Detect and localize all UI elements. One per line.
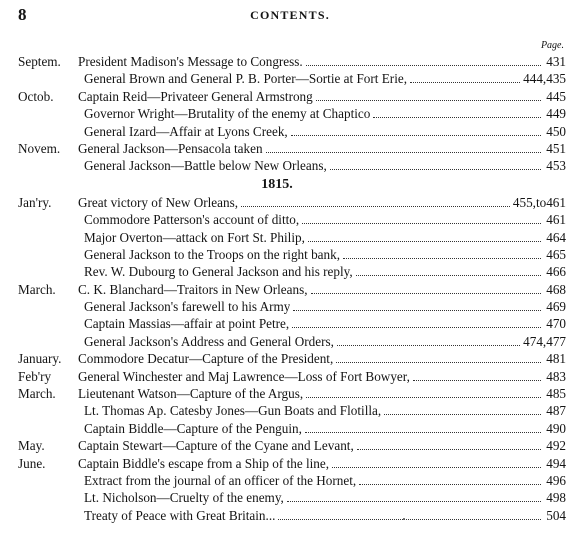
toc-title: Commodore Decatur—Capture of the President, [78, 351, 334, 367]
toc-entry [18, 88, 566, 105]
toc-page-number: 494 [546, 455, 566, 471]
dot-leader [373, 117, 541, 118]
toc-entry [18, 53, 566, 70]
toc-page-number: 464 [546, 229, 566, 245]
toc-page-number: 474,477 [523, 333, 566, 349]
toc-title: Great victory of New Orleans, [78, 194, 239, 210]
dot-leader [357, 449, 541, 450]
toc-page-number: 445 [546, 88, 566, 104]
toc-entry [18, 70, 566, 87]
toc-title: Major Overton—attack on Fort St. Philip, [84, 229, 305, 245]
toc-month: May. [18, 438, 45, 454]
toc-page-number: 465 [546, 246, 566, 262]
toc-page-number: 504 [546, 507, 566, 523]
toc-page-number: 487 [546, 403, 566, 419]
toc-month: March. [18, 281, 56, 297]
page-number: 8 [18, 5, 27, 24]
toc-entry [18, 350, 566, 367]
dot-leader [287, 501, 541, 502]
toc-page-number: 451 [546, 140, 566, 156]
toc-entry [18, 437, 566, 454]
toc-title: General Brown and General P. B. Porter—Sortie at Fort Erie, [84, 71, 408, 87]
toc-month: Octob. [18, 88, 54, 104]
toc-entry [18, 263, 566, 280]
entries-1815 [18, 194, 566, 524]
toc-entry [18, 455, 566, 472]
year-heading: 1815. [261, 176, 293, 192]
toc-entry [18, 315, 566, 332]
dot-leader [359, 484, 541, 485]
toc-page-number: 498 [546, 490, 566, 506]
dot-leader [413, 380, 541, 381]
toc-title: Lt. Thomas Ap. Catesby Jones—Gun Boats and Flotilla, [84, 403, 382, 419]
toc-page-number: 468 [546, 281, 566, 297]
toc-page-number: 453 [546, 158, 566, 174]
toc-title: Lieutenant Watson—Capture of the Argus, [78, 386, 304, 402]
toc-entry [18, 246, 566, 263]
dot-leader [306, 397, 541, 398]
toc-entry [18, 420, 566, 437]
toc-page-number: 461 [546, 212, 566, 228]
toc-title: Captain Biddle's escape from a Ship of the line, [78, 455, 330, 471]
dot-leader [292, 327, 541, 328]
dot-leader [278, 519, 541, 520]
page-column-label: Page. [540, 40, 564, 51]
toc-title: Captain Biddle—Capture of the Penguin, [84, 420, 302, 436]
toc-month: March. [18, 386, 56, 402]
dot-leader [332, 467, 541, 468]
toc-title: General Jackson's Address and General Orders, [84, 333, 334, 349]
toc-title: General Jackson—Pensacola taken [78, 140, 263, 156]
toc-page-number: 450 [546, 123, 566, 139]
dot-leader [266, 152, 541, 153]
toc-title: General Jackson—Battle below New Orleans, [84, 158, 327, 174]
toc-entry [18, 229, 566, 246]
toc-page-number: 496 [546, 472, 566, 488]
toc-month: Septem. [18, 54, 61, 69]
toc-entry [18, 211, 566, 228]
dot-leader [316, 100, 541, 101]
dot-leader [241, 206, 510, 207]
toc-entry [18, 157, 566, 174]
dot-leader [343, 258, 541, 259]
toc-title: Extract from the journal of an officer of the Hornet, [84, 472, 357, 488]
toc-month: Jan'ry. [18, 194, 52, 210]
toc-title: General Jackson's farewell to his Army [84, 299, 291, 315]
toc-page-number: 490 [546, 420, 566, 436]
dot-leader [330, 169, 541, 170]
toc-page-number: 455,to461 [512, 194, 566, 210]
toc-title: Captain Stewart—Capture of the Cyane and Levant, [78, 438, 354, 454]
toc-title: Commodore Patterson's account of ditto, [84, 212, 300, 228]
toc-title: President Madison's Message to Congress. [78, 54, 303, 69]
toc-page-number: 470 [546, 316, 566, 332]
dot-leader [306, 65, 541, 66]
dot-leader [302, 223, 541, 224]
toc-entry [18, 281, 566, 298]
table-of-contents [18, 53, 566, 524]
dot-leader [291, 135, 541, 136]
dot-leader [337, 345, 520, 346]
toc-title: Captain Massias—affair at point Petre, [84, 316, 290, 332]
toc-entry [18, 105, 566, 122]
toc-entry [18, 298, 566, 315]
toc-entry [18, 140, 566, 157]
toc-title: C. K. Blanchard—Traitors in New Orleans, [78, 281, 308, 297]
entries-1814 [18, 53, 566, 175]
toc-title: General Winchester and Maj Lawrence—Loss of Fort Bowyer, [78, 368, 410, 384]
toc-page-number: 492 [546, 438, 566, 454]
toc-entry [18, 507, 566, 524]
toc-entry [18, 489, 566, 506]
toc-entry [18, 385, 566, 402]
toc-page-number: 481 [546, 351, 566, 367]
toc-entry [18, 472, 566, 489]
dot-leader [356, 275, 541, 276]
toc-entry [18, 194, 566, 211]
toc-entry [18, 123, 566, 140]
toc-entry [18, 333, 566, 350]
toc-title: General Izard—Affair at Lyons Creek, [84, 123, 288, 139]
toc-month: Feb'ry [18, 368, 52, 384]
toc-page-number: 469 [546, 299, 566, 315]
toc-title: Treaty of Peace with Great Britain... [84, 507, 276, 523]
toc-month: June. [18, 455, 46, 471]
dot-leader [305, 432, 541, 433]
toc-title: General Jackson to the Troops on the right bank, [84, 246, 341, 262]
toc-page-number: 431 [546, 54, 566, 69]
running-head: CONTENTS. [250, 8, 330, 22]
paper-speck [403, 518, 405, 520]
toc-page-number: 483 [546, 368, 566, 384]
toc-title: Captain Reid—Privateer General Armstrong [78, 88, 313, 104]
toc-title: Governor Wright—Brutality of the enemy at Chaptico [84, 106, 371, 122]
toc-page-number: 466 [546, 264, 566, 280]
toc-month: January. [18, 351, 62, 367]
dot-leader [336, 362, 541, 363]
toc-entry [18, 402, 566, 419]
dot-leader [293, 310, 541, 311]
dot-leader [308, 241, 541, 242]
toc-page-number: 485 [546, 386, 566, 402]
toc-title: Rev. W. Dubourg to General Jackson and his reply, [84, 264, 353, 280]
dot-leader [410, 82, 520, 83]
dot-leader [311, 293, 541, 294]
dot-leader [384, 414, 541, 415]
toc-entry [18, 368, 566, 385]
toc-page-number: 444,435 [523, 71, 566, 87]
toc-month: Novem. [18, 140, 61, 156]
toc-title: Lt. Nicholson—Cruelty of the enemy, [84, 490, 284, 506]
toc-page-number: 449 [546, 106, 566, 122]
